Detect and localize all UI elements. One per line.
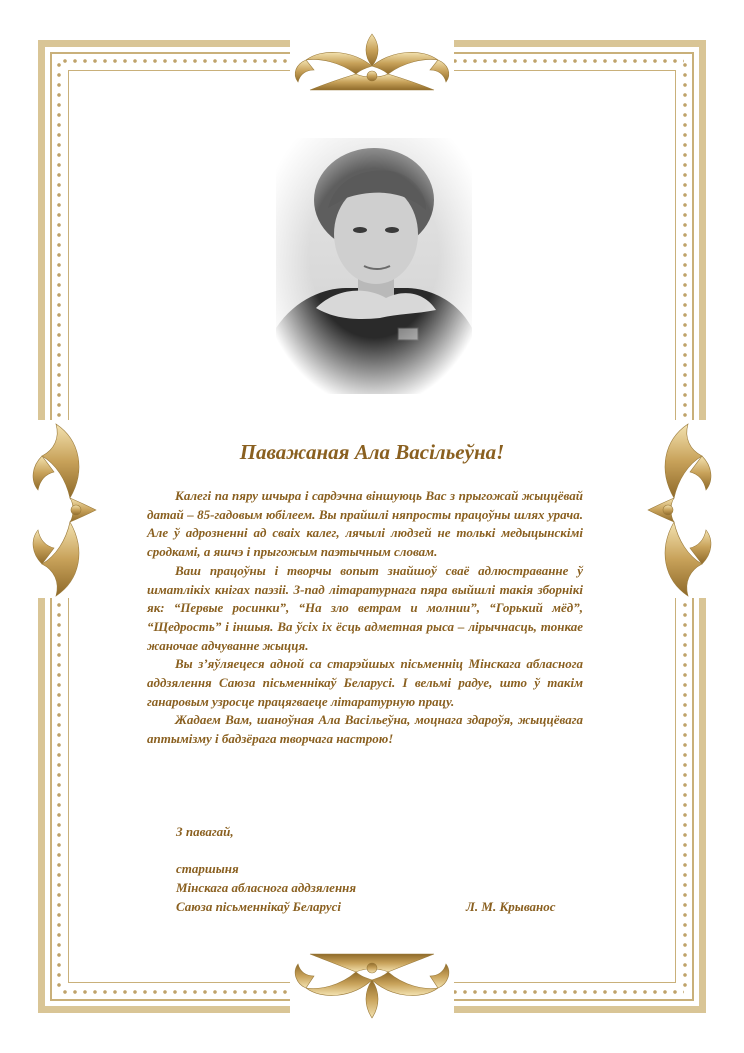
paragraph-2: Ваш працоўны і творчы вопыт знайшоў сваё адлюстраванне ў шматлікіх кнігах паэзіі. З-пад літаратурнага пяра выйшлі такія зборнікі як: “Первые росинки”, “На зло ветрам и молнии”, “Горький мёд”, “Щедрость” і іншыя. Ва ўсіх іх ёсць адметная рыса – лірычнасць, тонкае жаночае адчуванне жыцця. bbox=[147, 562, 583, 653]
signature-name: Л. М. Крыванос bbox=[466, 899, 556, 914]
paragraph-4: Жадаем Вам, шаноўная Ала Васільеўна, моцнага здароўя, жыццёвага аптымізму і бадзёрага творчага настрою! bbox=[147, 712, 583, 747]
top-ornament bbox=[288, 30, 456, 94]
portrait-photo bbox=[276, 138, 472, 394]
paragraph-1: Калегі па пяру шчыра і сардэчна віншуюць Вас з прыгожай жыццёвай датай – 85-гадовым юбілеем. Вы прайшлі няпросты працоўны шлях урача. Але ў адрозненні ад сваіх калег, лячылі людзей не толькі медыцынскімі сродкамі, а яшчэ і прыгожым паэтычным словам. bbox=[147, 488, 583, 560]
signature-line-2: Мінскага абласнога аддзялення bbox=[176, 880, 357, 895]
bottom-ornament bbox=[288, 948, 456, 1022]
signature-line-3: Саюза пісьменнікаў Беларусі bbox=[176, 899, 341, 914]
letter-body bbox=[147, 487, 583, 749]
letter-title: Паважаная Ала Васільеўна! bbox=[239, 440, 505, 464]
signature-greeting: З павагай, bbox=[176, 824, 234, 839]
paragraph-3: Вы з’яўляецеся адной са старэйшых пісьменніц Мінскага абласнога аддзялення Саюза пісьменнікаў Беларусі. І вельмі радуе, што ў такім ганаровым узросце працягваеце літаратурную працу. bbox=[147, 656, 583, 709]
signature-line-1: старшыня bbox=[176, 861, 239, 876]
